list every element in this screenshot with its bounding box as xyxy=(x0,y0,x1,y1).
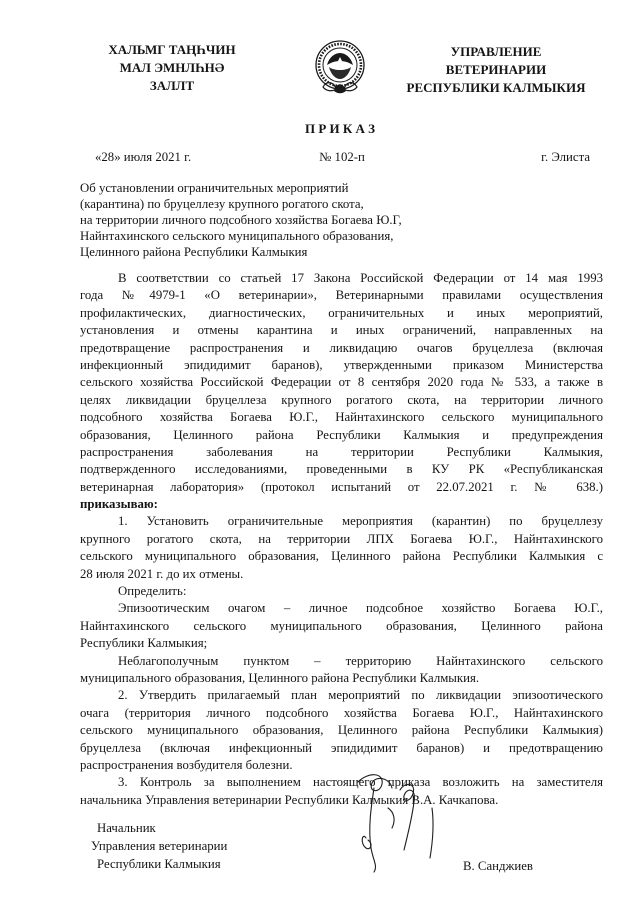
preamble-paragraph xyxy=(80,270,603,513)
order-body xyxy=(80,270,603,809)
order-paragraph xyxy=(80,513,603,583)
order-paragraph xyxy=(80,583,603,600)
paragraph-line: муниципального образования, Целинного района Республики Калмыкия. xyxy=(80,670,480,685)
subject-line: Найнтахинского сельского муниципального образования, xyxy=(80,229,394,243)
subject-line: (карантина) по бруцеллезу крупного рогатого скота, xyxy=(80,197,364,211)
signatory-position-line: Управления ветеринарии xyxy=(91,839,228,853)
header-left-line: МАЛ ЭМНЛҺНӘ xyxy=(119,60,225,75)
order-number: № 102-п xyxy=(319,150,365,164)
subject-line: Об установлении ограничительных мероприятий xyxy=(80,181,349,195)
order-paragraph xyxy=(80,774,603,809)
preamble-line: сельского хозяйства Российской Федерации от 8 сентября 2020 года № 533, а также в xyxy=(80,375,603,390)
paragraph-line: 3. Контроль за выполнением настоящего приказа возложить на заместителя xyxy=(118,775,603,790)
order-items xyxy=(80,513,603,809)
preamble-line: В соответствии со статьей 17 Закона Российской Федерации от 14 мая 1993 xyxy=(118,271,603,285)
paragraph-line: 28 июля 2021 г. до их отмены. xyxy=(80,566,244,581)
paragraph-line: Определить: xyxy=(118,584,187,599)
paragraph-line: крупного рогатого скота, на территории ЛПХ Богаева Ю.Г., Найнтахинского xyxy=(80,531,603,546)
header-right-line: РЕСПУБЛИКИ КАЛМЫКИЯ xyxy=(406,80,586,95)
preamble-line: образования, Целинного района Республики Калмыкия и предупреждения xyxy=(80,427,603,442)
paragraph-line: Республики Калмыкия; xyxy=(80,636,208,651)
preamble-line: распространения заболевания на территории Республики Калмыкия, xyxy=(80,444,603,459)
paragraph-line: бруцеллеза (включая инфекционный эпидидимит баранов) и предотвращению xyxy=(80,740,603,755)
preamble-line: ветеринарная лаборатория» (протокол испытаний от 22.07.2021 г. № 638.) xyxy=(80,479,603,494)
header-kalmyk-org-name xyxy=(92,41,252,95)
signatory-name: В. Санджиев xyxy=(463,859,533,873)
paragraph-line: начальника Управления ветеринарии Республики Калмыкия В.А. Качкапова. xyxy=(80,792,499,807)
preamble-line: целях ликвидации бруцеллеза крупного рогатого скота, на территории личного xyxy=(80,392,603,407)
paragraph-line: Эпизоотическим очагом – личное подсобное хозяйство Богаева Ю.Г., xyxy=(118,601,603,616)
paragraph-line: 2. Утвердить прилагаемый план мероприятий по ликвидации эпизоотического xyxy=(118,688,603,703)
header-left-line: ЗАЛЛТ xyxy=(149,78,195,93)
order-subject xyxy=(80,180,500,260)
order-city: г. Элиста xyxy=(541,150,590,164)
subject-line: Целинного района Республики Калмыкия xyxy=(80,245,308,259)
preamble-line: подсобного хозяйства Богаева Ю.Г., Найнтахинского сельского муниципального xyxy=(80,410,603,425)
preamble-line: профилактических, диагностических, ограничительных и иных мероприятий, xyxy=(80,305,603,320)
paragraph-line: распространения возбудителя болезни. xyxy=(80,757,293,772)
preamble-line: года №4979-1 «О ветеринарии», Ветеринарными правилами осуществления xyxy=(80,288,603,303)
order-date: «28» июля 2021 г. xyxy=(95,150,192,164)
coat-of-arms-icon xyxy=(310,37,370,97)
paragraph-line: 1. Установить ограничительные мероприятия (карантин) по бруцеллезу xyxy=(118,514,603,529)
paragraph-line: Найнтахинского сельского муниципального образования, Целинного района xyxy=(80,618,603,633)
preamble-line: подтвержденного исследованиями, проведенными в КУ РК «Республиканская xyxy=(80,462,603,477)
paragraph-line: сельского муниципального образования, Целинного района Республики Калмыкия) xyxy=(80,723,603,738)
order-paragraph xyxy=(80,687,603,774)
header-left-line: ХАЛЬМГ ТАҢҺЧИН xyxy=(108,42,236,57)
header-russian-org-name xyxy=(386,43,606,97)
document-title: П Р И К А З xyxy=(304,121,376,136)
order-paragraph xyxy=(80,600,603,652)
paragraph-line: очага (территория личного подсобного хозяйства Богаева Ю.Г., Найнтахинского xyxy=(80,705,603,720)
preamble-line: инфекционный эпидидимит баранов), утвержденными приказом Министерства xyxy=(80,357,603,372)
paragraph-line: Неблагополучным пунктом – территорию Найнтахинского сельского xyxy=(118,653,603,668)
preamble-line: установления и отмены карантина и иных ограничений, направленных на xyxy=(80,323,603,338)
signatory-position-line: Республики Калмыкия xyxy=(97,857,221,871)
header-right-line: УПРАВЛЕНИЕ xyxy=(450,44,542,59)
signatory-position-line: Начальник xyxy=(97,821,156,835)
subject-line: на территории личного подсобного хозяйства Богаева Ю.Г, xyxy=(80,213,402,227)
header-right-line: ВЕТЕРИНАРИИ xyxy=(445,62,547,77)
order-word: приказываю: xyxy=(80,497,158,512)
preamble-line: предотвращение распространения и ликвидацию очагов бруцеллеза (включая xyxy=(80,340,603,355)
order-paragraph xyxy=(80,653,603,688)
paragraph-line: сельского муниципального образования, Целинного района Республики Калмыкия с xyxy=(80,549,603,564)
